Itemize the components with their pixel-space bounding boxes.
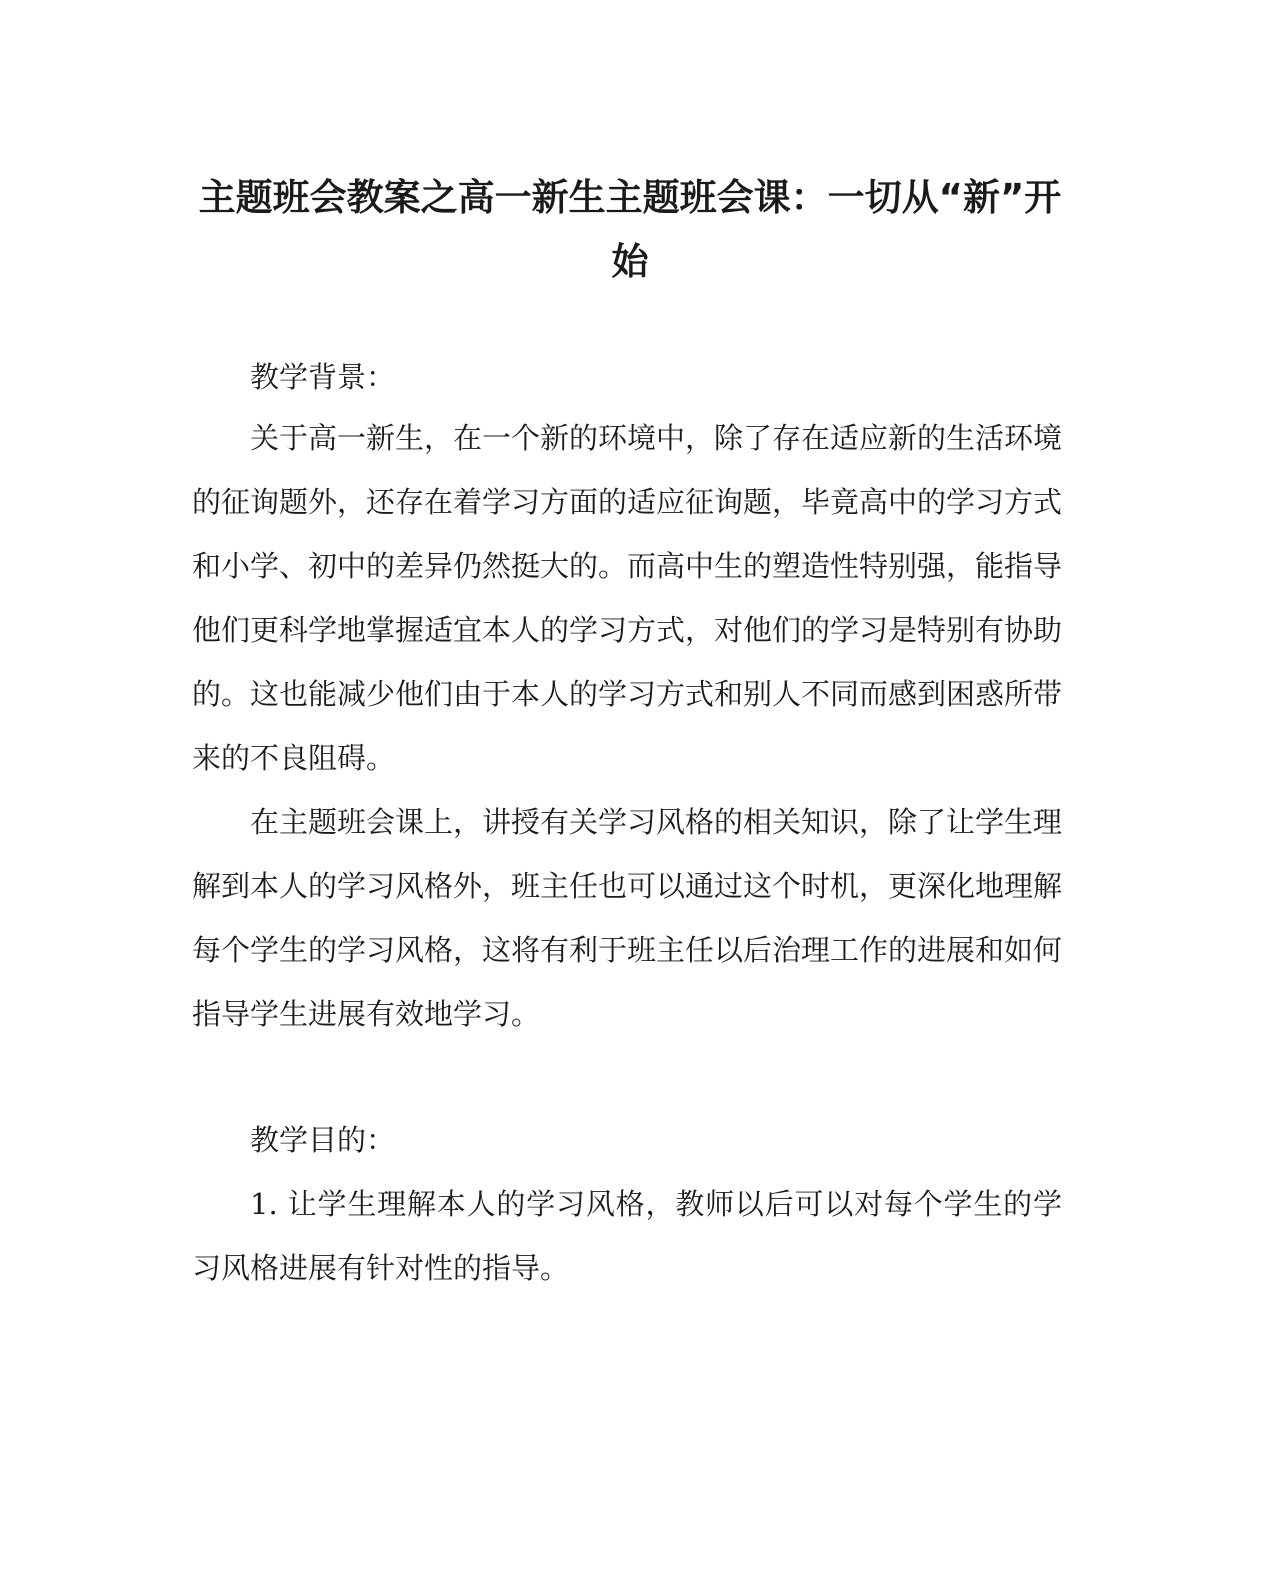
section-heading-background: 教学背景： (250, 360, 396, 394)
document-title: 主题班会教案之高一新生主题班会课：一切从“新”开始 (198, 176, 1062, 283)
background-paragraph-1: 关于高一新生，在一个新的环境中，除了存在适应新的生活环境的征询题外，还存在着学习方面的适应征询题，毕竟高中的学习方式和小学、初中的差异仍然挺大的。而高中生的塑造性特别强，能指导他们更科学地掌握适宜本人的学习方式，对他们的学习是特别有协助的。这也能减少他们由于本人的学习方式和别人不同而感到困惑所带来的不良阻碍。 (192, 421, 1063, 775)
background-paragraph-2: 在主题班会课上，讲授有关学习风格的相关知识，除了让学生理解到本人的学习风格外，班主任也可以通过这个时机，更深化地理解每个学生的学习风格，这将有利于班主任以后治理工作的进展和如何指导学生进展有效地学习。 (192, 805, 1063, 1031)
objective-item-1: 1. 让学生理解本人的学习风格，教师以后可以对每个学生的学习风格进展有针对性的指导。 (192, 1187, 1062, 1285)
section-heading-objectives: 教学目的： (250, 1123, 396, 1157)
